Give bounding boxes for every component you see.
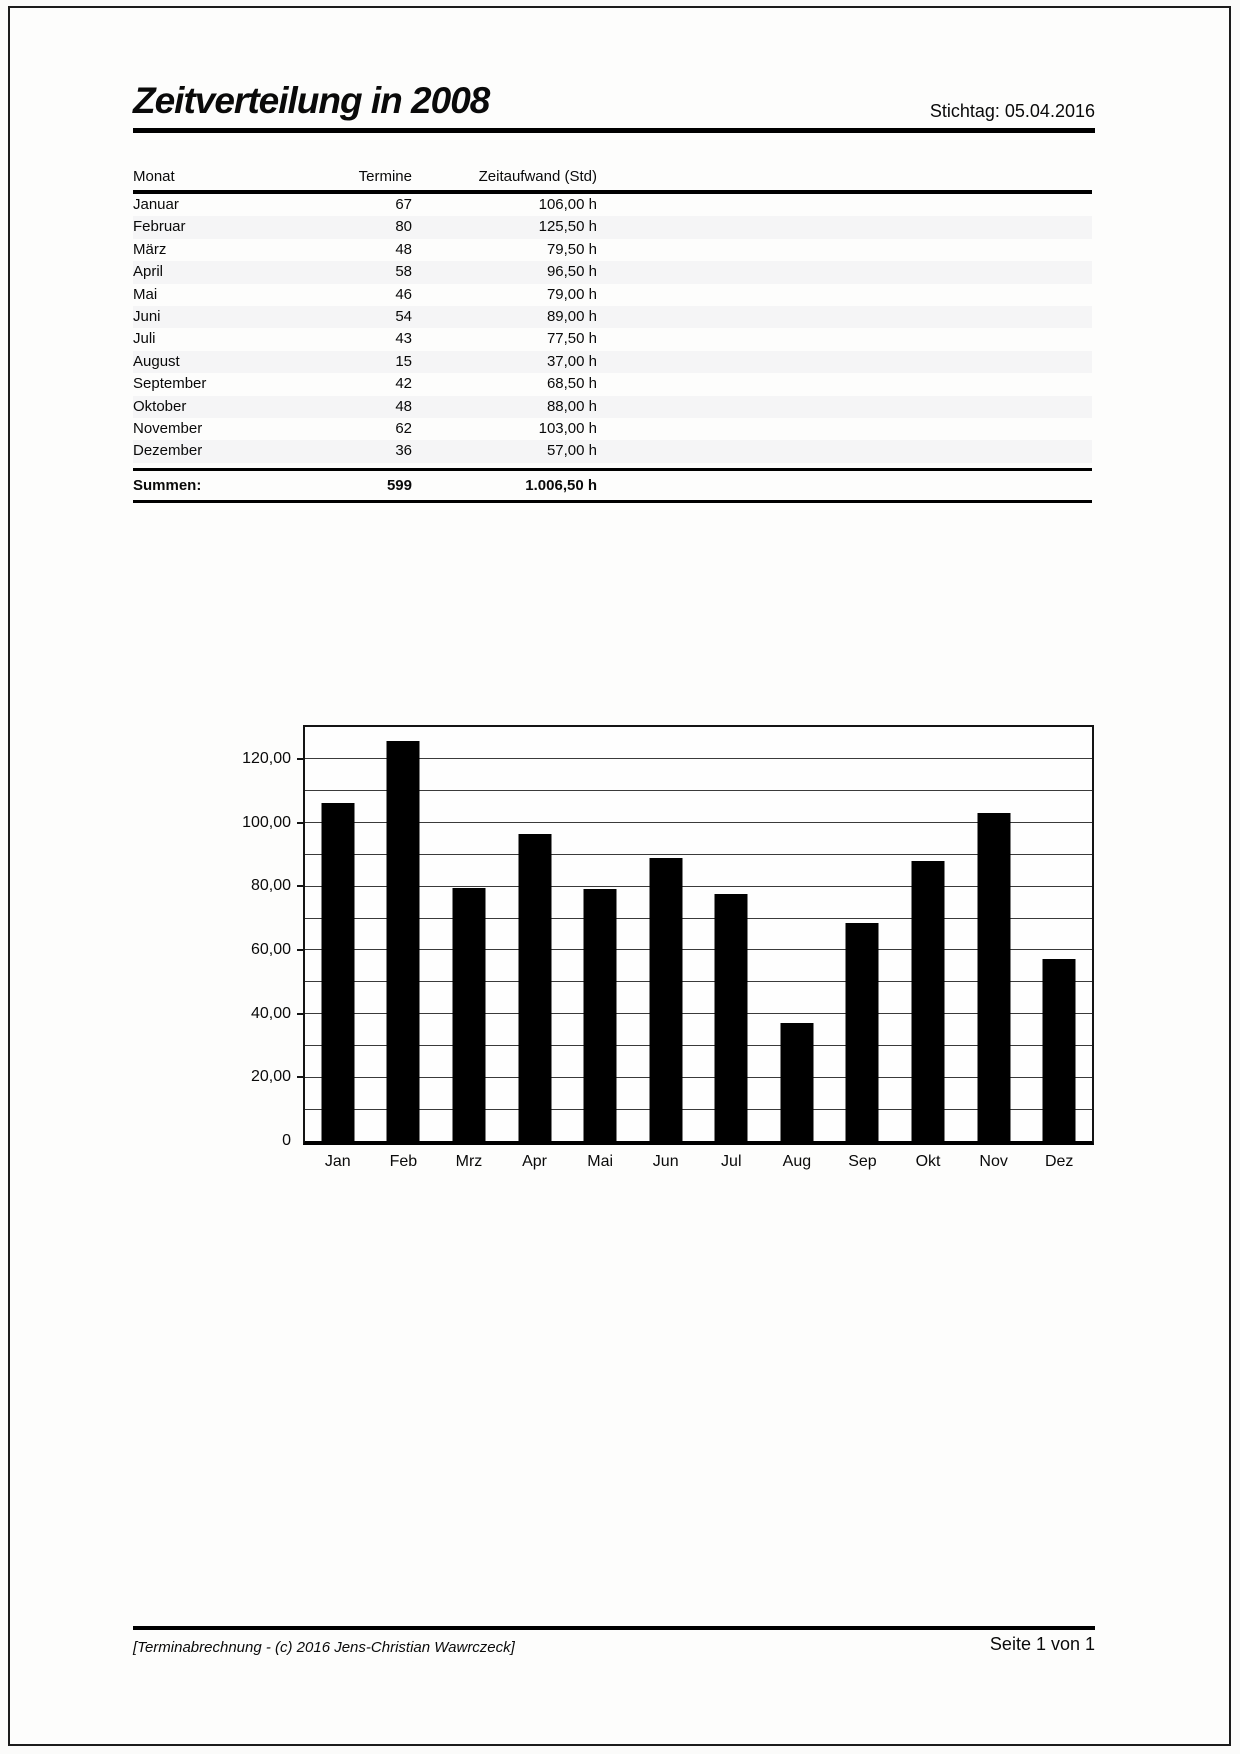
footer <box>133 1634 1095 1656</box>
x-axis-label: Dez <box>1044 1153 1074 1170</box>
page-number: Seite 1 von 1 <box>989 1634 1095 1654</box>
bar-jun <box>649 858 682 1141</box>
table-row <box>133 306 1092 328</box>
x-axis-label: Mai <box>587 1153 614 1170</box>
gridline <box>305 1109 1092 1110</box>
row-zeitaufwand: 89,00 h <box>546 307 597 325</box>
x-axis-label: Jan <box>324 1153 351 1170</box>
gridline <box>305 949 1092 950</box>
table-row <box>133 328 1092 350</box>
month-table <box>133 158 1092 503</box>
y-axis-label: 120,00 <box>242 749 291 767</box>
y-axis-tick <box>297 1076 305 1078</box>
x-axis-label: Sep <box>848 1153 877 1170</box>
table-row <box>133 216 1092 238</box>
y-axis-tick <box>297 1013 305 1015</box>
bar-feb <box>387 741 420 1141</box>
row-monat: August <box>133 352 180 370</box>
bar-sep <box>846 923 879 1141</box>
row-termine: 58 <box>395 263 412 281</box>
y-axis-tick <box>297 822 305 824</box>
y-axis-label: 100,00 <box>242 813 291 831</box>
bar-aug <box>780 1023 813 1141</box>
table-bottom-rule <box>133 500 1092 503</box>
x-axis-label: Jul <box>721 1153 742 1170</box>
stichtag-date: Stichtag: 05.04.2016 <box>929 101 1095 121</box>
gridline <box>305 822 1092 823</box>
table-row <box>133 261 1092 283</box>
row-monat: Mai <box>133 285 158 303</box>
bar-nov <box>977 813 1010 1141</box>
row-termine: 15 <box>395 352 412 370</box>
gridline <box>305 854 1092 855</box>
x-axis-label: Jun <box>652 1153 679 1170</box>
row-zeitaufwand: 88,00 h <box>546 397 597 415</box>
row-zeitaufwand: 125,50 h <box>538 218 597 236</box>
table-body <box>133 194 1092 463</box>
row-termine: 67 <box>395 196 412 213</box>
bar-jul <box>715 894 748 1141</box>
row-zeitaufwand: 37,00 h <box>546 352 597 370</box>
gridline <box>305 918 1092 919</box>
row-monat: März <box>133 240 167 258</box>
table-row <box>133 284 1092 306</box>
y-axis-label: 60,00 <box>250 940 291 958</box>
summary-label: Summen: <box>133 476 202 494</box>
row-termine: 48 <box>395 240 412 258</box>
table-row <box>133 418 1092 440</box>
row-zeitaufwand: 79,50 h <box>546 240 597 258</box>
table-row <box>133 396 1092 418</box>
bar-okt <box>912 861 945 1141</box>
row-termine: 36 <box>395 442 412 460</box>
row-termine: 42 <box>395 375 412 393</box>
x-axis-label: Nov <box>979 1153 1008 1170</box>
y-axis-tick <box>297 885 305 887</box>
table-row <box>133 194 1092 216</box>
row-monat: September <box>133 375 207 393</box>
x-axis-label: Aug <box>782 1153 812 1170</box>
gridline <box>305 1013 1092 1014</box>
row-monat: Juli <box>133 330 156 348</box>
x-axis-label: Okt <box>915 1153 941 1170</box>
bar-mai <box>584 889 617 1141</box>
table-row <box>133 239 1092 261</box>
gridline <box>305 1045 1092 1046</box>
gridline <box>305 790 1092 791</box>
row-zeitaufwand: 68,50 h <box>546 375 597 393</box>
header-rule <box>133 128 1095 133</box>
row-zeitaufwand: 77,50 h <box>546 330 597 348</box>
row-monat: November <box>133 419 203 437</box>
column-header-termine: Termine <box>358 168 412 185</box>
table-row <box>133 373 1092 395</box>
row-monat: Februar <box>133 218 186 236</box>
y-axis-tick <box>297 949 305 951</box>
row-termine: 48 <box>395 397 412 415</box>
row-monat: Juni <box>133 307 161 325</box>
gridline <box>305 758 1092 759</box>
y-axis-tick <box>297 758 305 760</box>
page-title: Zeitverteilung in 2008 <box>133 80 490 121</box>
gridline <box>305 981 1092 982</box>
row-zeitaufwand: 57,00 h <box>546 442 597 460</box>
column-header-monat: Monat <box>133 168 175 185</box>
row-termine: 62 <box>395 419 412 437</box>
summary-row <box>133 471 1092 500</box>
y-axis-label: 20,00 <box>250 1068 291 1086</box>
summary-termine: 599 <box>386 476 412 494</box>
row-termine: 46 <box>395 285 412 303</box>
bar-chart <box>242 725 1094 1170</box>
bar-apr <box>518 834 551 1141</box>
table-row <box>133 440 1092 462</box>
y-axis-label: 80,00 <box>250 877 291 895</box>
row-zeitaufwand: 103,00 h <box>538 419 597 437</box>
column-header-zeitaufwand: Zeitaufwand (Std) <box>478 168 597 185</box>
footer-copyright: [Terminabrechnung - (c) 2016 Jens-Christian Wawrczeck] <box>133 1639 515 1656</box>
row-monat: Januar <box>133 196 179 213</box>
y-axis-label: 0 <box>282 1132 291 1149</box>
gridline <box>305 1077 1092 1078</box>
row-monat: April <box>133 263 164 281</box>
x-axis-label: Mrz <box>455 1153 483 1170</box>
bar-jan <box>321 803 354 1141</box>
table-row <box>133 351 1092 373</box>
row-termine: 43 <box>395 330 412 348</box>
x-axis-label: Feb <box>389 1153 418 1170</box>
x-axis-label: Apr <box>522 1153 547 1170</box>
y-axis-label: 40,00 <box>250 1004 291 1022</box>
gridline <box>305 886 1092 887</box>
summary-zeitaufwand: 1.006,50 h <box>525 476 597 494</box>
row-termine: 54 <box>395 307 412 325</box>
row-zeitaufwand: 106,00 h <box>538 196 597 213</box>
row-zeitaufwand: 96,50 h <box>546 263 597 281</box>
table-header-row <box>133 158 1092 190</box>
bar-mrz <box>452 888 485 1141</box>
row-termine: 80 <box>395 218 412 236</box>
bar-dez <box>1043 959 1076 1141</box>
footer-rule <box>133 1626 1095 1630</box>
row-zeitaufwand: 79,00 h <box>546 285 597 303</box>
row-monat: Oktober <box>133 397 187 415</box>
row-monat: Dezember <box>133 442 203 460</box>
